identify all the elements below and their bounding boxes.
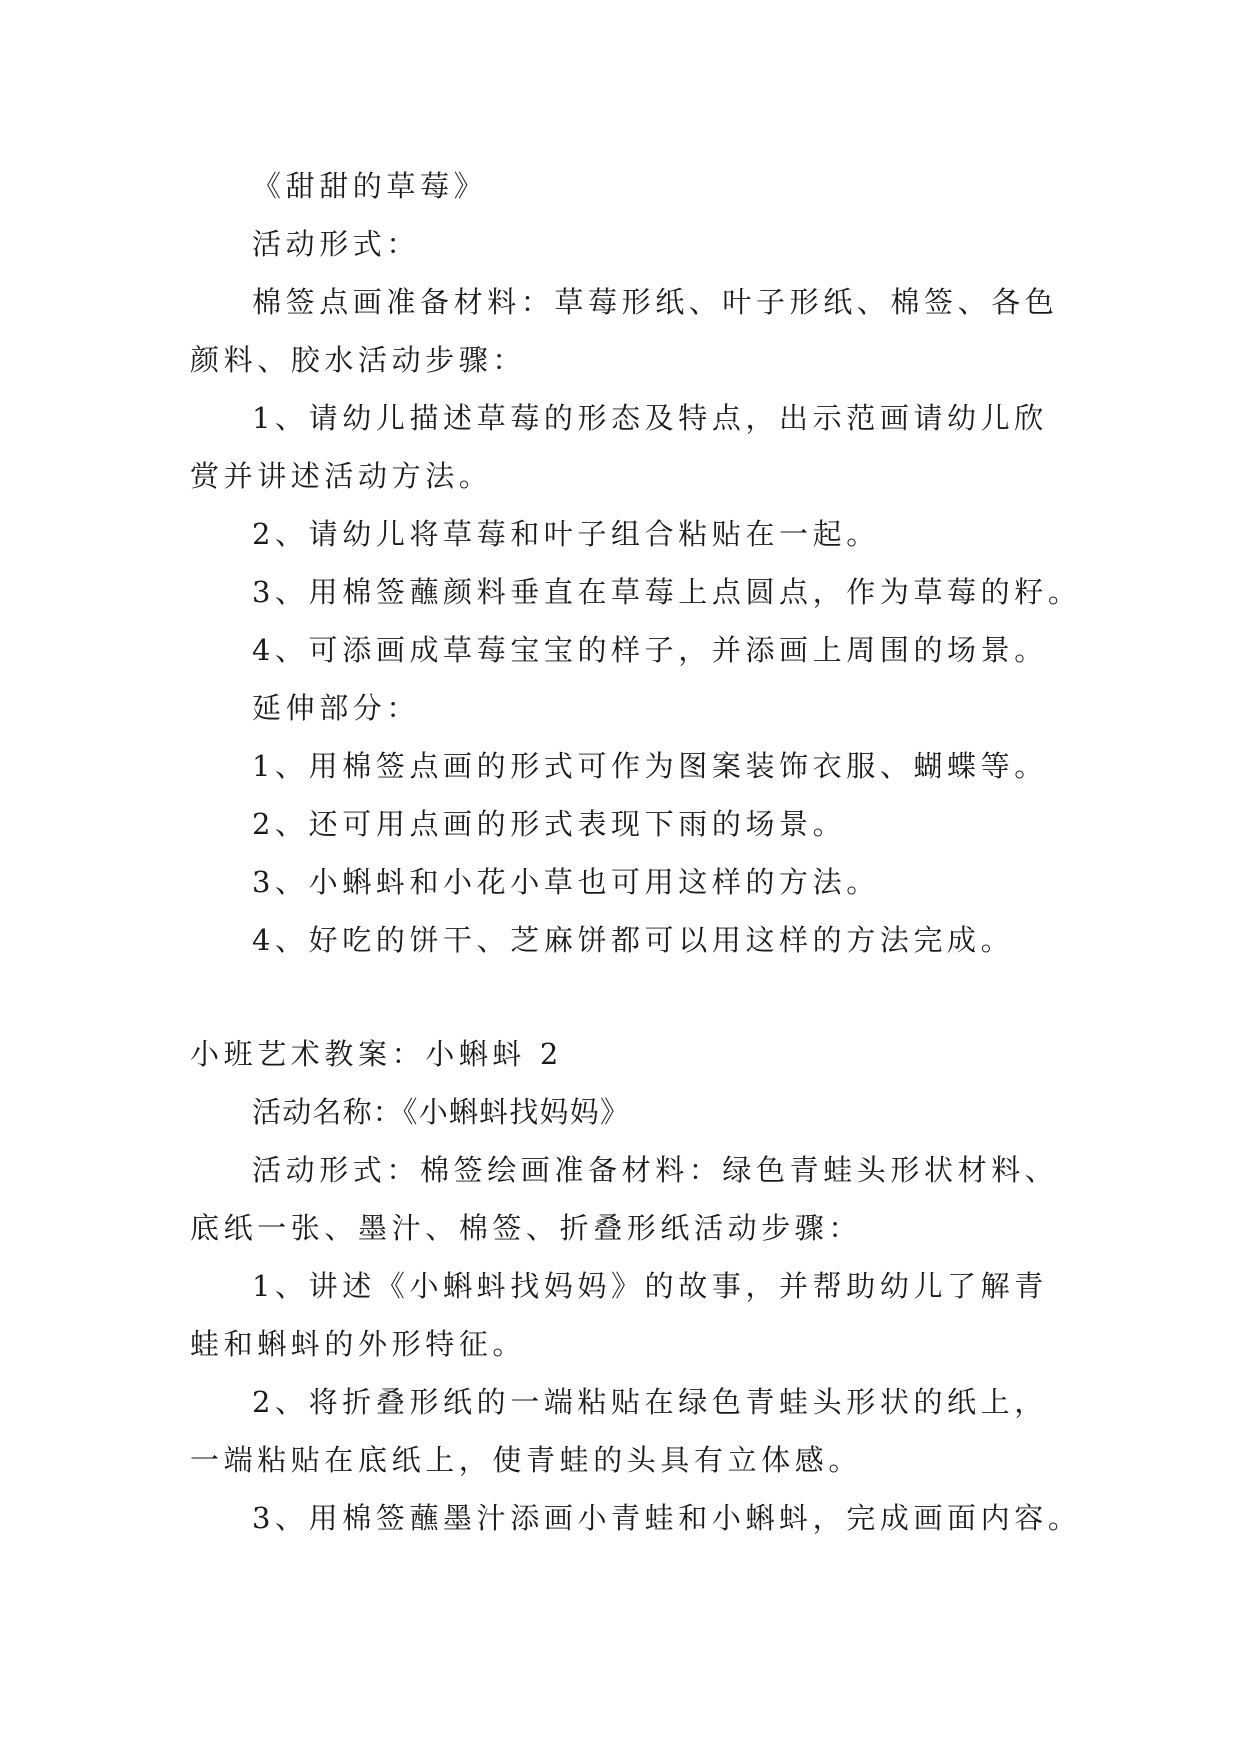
section1-step3: 3、用棉签蘸颜料垂直在草莓上点圆点，作为草莓的籽。 [252,575,1082,609]
section1-step1-line2: 赏并讲述活动方法。 [190,459,493,493]
section2-form-line1: 活动形式：棉签绘画准备材料：绿色青蛙头形状材料、 [252,1153,1059,1187]
section2-step1-line1: 1、讲述《小蝌蚪找妈妈》的故事，并帮助幼儿了解青 [252,1269,1048,1303]
section2-form-line2: 底纸一张、墨汁、棉签、折叠形纸活动步骤： [190,1211,863,1245]
section1-ext1: 1、用棉签点画的形式可作为图案装饰衣服、蝴蝶等。 [252,749,1048,783]
section2-step3: 3、用棉签蘸墨汁添画小青蛙和小蝌蚪，完成画面内容。 [252,1501,1082,1535]
section1-materials-line2: 颜料、胶水活动步骤： [190,343,527,377]
section1-step1-line1: 1、请幼儿描述草莓的形态及特点，出示范画请幼儿欣 [252,401,1048,435]
section1-activity-form-label: 活动形式： [252,227,421,261]
section1-materials-line1: 棉签点画准备材料：草莓形纸、叶子形纸、棉签、各色 [252,285,1059,319]
section1-step4: 4、可添画成草莓宝宝的样子，并添画上周围的场景。 [252,633,1048,667]
section2-step2-line1: 2、将折叠形纸的一端粘贴在绿色青蛙头形状的纸上， [252,1385,1048,1419]
section1-ext2: 2、还可用点画的形式表现下雨的场景。 [252,807,847,841]
section1-extension-label: 延伸部分： [252,691,421,725]
section1-step2: 2、请幼儿将草莓和叶子组合粘贴在一起。 [252,517,880,551]
section2-step2-line2: 一端粘贴在底纸上，使青蛙的头具有立体感。 [190,1443,863,1477]
section1-title: 《甜甜的草莓》 [252,169,488,203]
section2-activity-name: 活动名称：《小蝌蚪找妈妈》 [252,1095,631,1129]
section1-ext4: 4、好吃的饼干、芝麻饼都可以用这样的方法完成。 [252,923,1015,957]
section2-heading: 小班艺术教案：小蝌蚪 2 [190,1037,563,1071]
section1-ext3: 3、小蝌蚪和小花小草也可用这样的方法。 [252,865,880,899]
section2-step1-line2: 蛙和蝌蚪的外形特征。 [190,1327,527,1361]
